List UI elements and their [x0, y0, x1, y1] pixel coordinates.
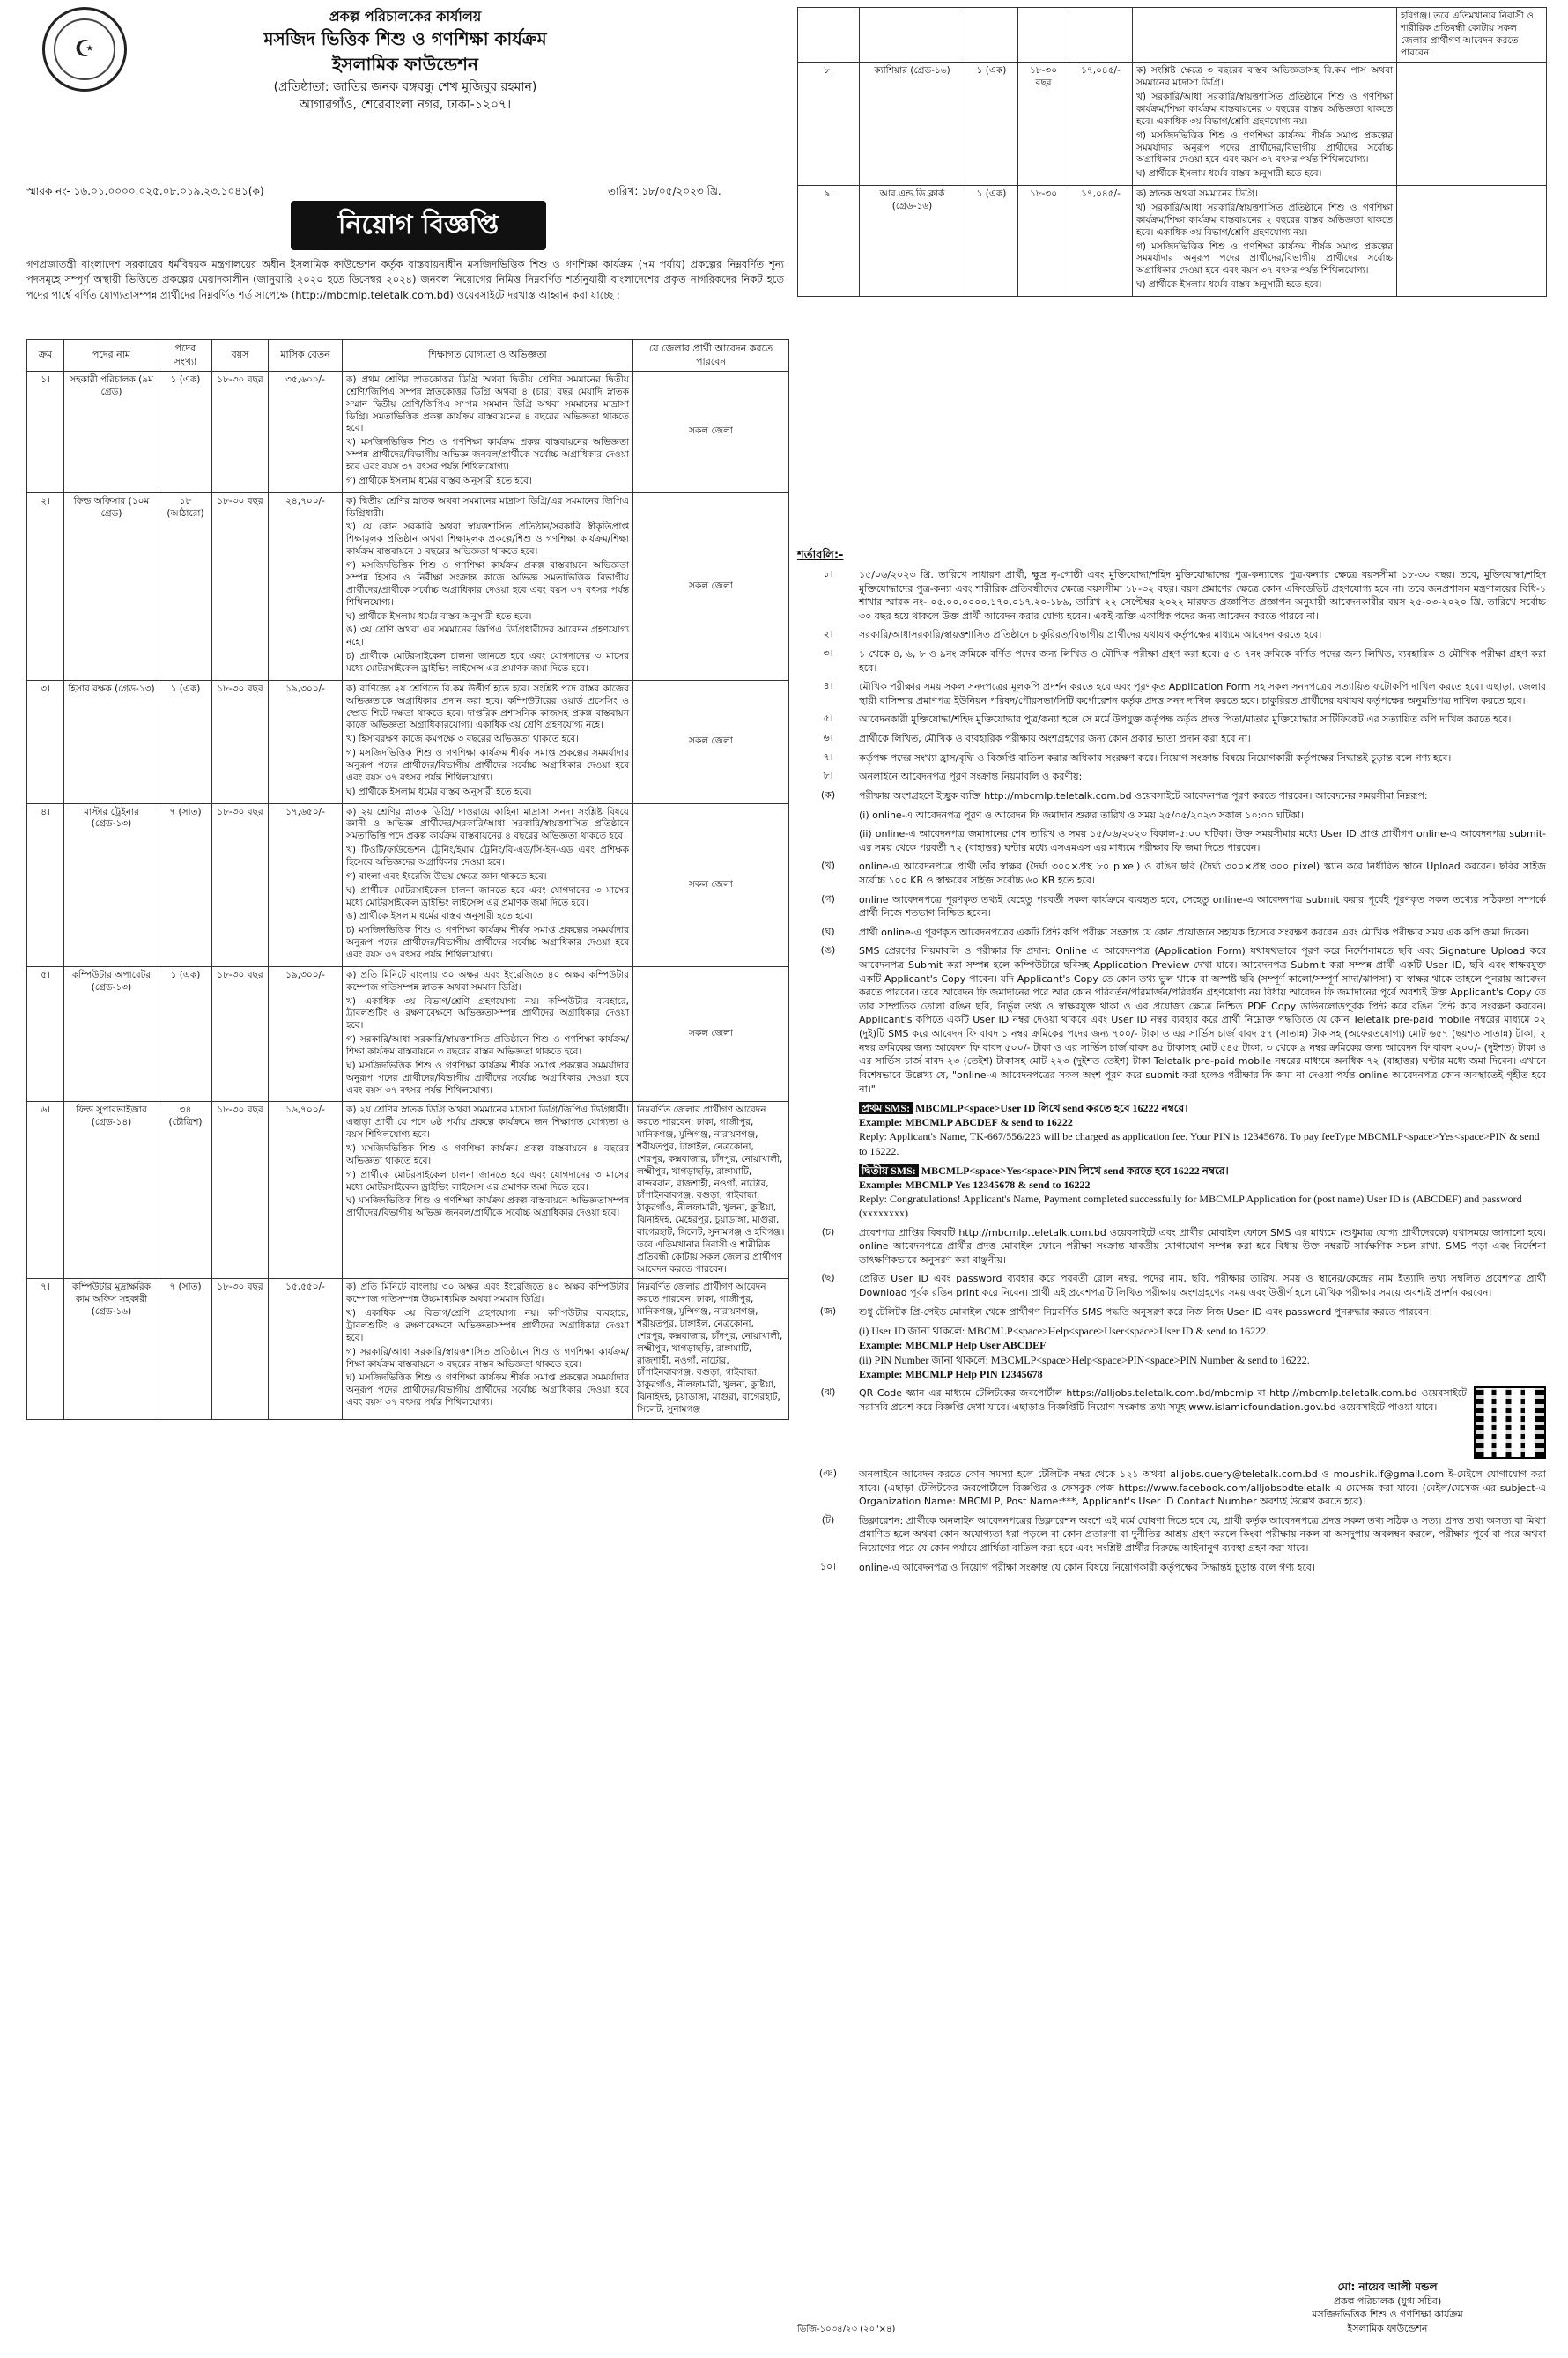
qualification-item: গ) বাংলা এবং ইংরেজি উভয় ক্ষেত্রে জ্ঞান থাকতে হবে। [346, 870, 547, 882]
qualification-item: ঘ) মসজিদভিত্তিক শিশু ও গণশিক্ষা কার্যক্রম শীর্ষক সমাপ্ত প্রকল্পের সমমর্যাদার অনুরূপ পদের প্রার্থীদের/বিভাগীয় প্রার্থীদের সর্বোচ্চ অগ্রাধিকার দেওয়া হবে এবং বয়স ৩৭ বৎসর পর্যন্ত শিথিলযোগ্য। [346, 1372, 629, 1408]
condition-text: ১ থেকে ৪, ৬, ৮ ও ৯নং ক্রমিকে বর্ণিত পদের জন্য লিখিত ও মৌখিক পরীক্ষা গ্রহণ করা হবে। ৫ ও ৭নং ক্রমিকে বর্ণিত পদের জন্য লিখিত, ব্যবহারিক ও মৌখিক পরীক্ষা গ্রহণ করা হবে। [859, 648, 1546, 674]
post-salary: ১৯,৩০০/- [269, 680, 343, 803]
qualification-item: ক) ২য় শ্রেণির স্নাতক ডিগ্রি অথবা সমমানের মাদ্রাসা ডিগ্রি/জিপিএ ডিগ্রিধারী। এছাড়া প্রার্থী যে পদে ৬ষ্ঠ পর্যায় প্রকল্পে কার্যক্রমে জন শিক্ষাগত যোগ্যতা ও বয়স শিথিলযোগ্য হবে। [346, 1105, 629, 1141]
condition-body: QR Code স্ক্যান এর মাধ্যমে টেলিটকের জবপোর্টাল https://alljobs.teletalk.com.bd/mbcmlp বা http://mbcmlp.teletalk.com.bd ওয়েবসাইটে সরাসরি প্রবেশ করে বিজ্ঞপ্তি দেখা যাবে। এছাড়াও বিজ্ঞপ্তিটি নিয়োগ সংক্রান্ত তথ্য সমূহ www.islamicfoundation.gov.bd ওয়েবসাইটে পাওয়া যাবে। [859, 1387, 1467, 1413]
qualification-item: ক) বাণিজ্যে ২য় শ্রেণিতে বি.কম উত্তীর্ণ হতে হবে। সংশ্লিষ্ট পদে বাস্তব কাজের অভিজ্ঞতাকে অগ্রাধিকার প্রদান করা হবে। কম্পিউটারের ওয়ার্ড প্রসেসিং ও স্প্রেড শিটে দক্ষতা থাকতে হবে। দাপ্তরিক প্রশাসনিক কাজসহ প্রকল্প বাস্তবায়ন কাজে অভিজ্ঞতা অগ্রাধিকারযোগ্য। একাধিক ৩য় শ্রেণি গ্রহণযোগ্য নহে। [346, 683, 629, 731]
post-age: ১৮-৩০ বছর [212, 492, 269, 680]
condition-item [797, 568, 1546, 623]
condition-text: প্রার্থীকে লিখিত, মৌখিক ও ব্যবহারিক পরীক্ষায় অংশগ্রহণের জন্য কোন প্রকার ভাতা প্রদান করা হবে না। [859, 733, 1251, 745]
qualification-item: ঘ) প্রার্থীকে ইসলাম ধর্মের বাস্তব অনুসারী হতে হবে। [1136, 279, 1322, 291]
condition-number: ৭। [823, 750, 833, 763]
qualification-item: ঘ) মসজিদভিত্তিক শিশু ও গণশিক্ষা কার্যক্রম প্রকল্প বাস্তবায়নে অভিজ্ঞতাসম্পন্ন প্রার্থীদের/বিভাগীয় অভিজ্ঞ জনবল/প্রার্থীকে সর্বোচ্চ অগ্রাধিকার দেওয়া হবে। [346, 1195, 629, 1219]
condition-text: অনলাইনে আবেদনপত্র পূরণ সংক্রান্ত নিয়মাবলি ও করণীয়: [859, 771, 1083, 783]
condition-text: প্রবেশপত্র প্রাপ্তির বিষয়টি http://mbcmlp.teletalk.com.bd ওয়েবসাইটে এবং প্রার্থীর মোবাইল ফোনে SMS এর মাধ্যমে (শুধুমাত্র যোগ্য প্রার্থীদেরকে) যথাসময়ে জানানো হবে। online আবেদনপত্রে প্রার্থীর প্রদত্ত মোবাইল ফোনে পরীক্ষা সংক্রান্ত যাবতীয় যোগাযোগ সম্পন্ন করা হবে বিধায় উক্ত নম্বরটি সার্বক্ষণিক সচল রাখা, SMS পড়া এবং নির্দেশনা তাৎক্ষণিকভাবে অনুসরণ করা বাঞ্ছনীয়। [859, 1226, 1546, 1266]
column-header: পদের নাম [64, 340, 159, 372]
sms-instruction [859, 1164, 1546, 1178]
qualification-item: খ) একাধিক ৩য় বিভাগ/শ্রেণি গ্রহণযোগ্য নয়। কম্পিউটার ব্যবহারে, ট্রাবলশুটিং ও রক্ষণাবেক্ষণে অভিজ্ঞতাসম্পন্ন প্রার্থীদের অগ্রাধিকার দেওয়া হবে। [346, 1308, 629, 1343]
post-salary: ১৬,৭০০/- [269, 1102, 343, 1279]
qualification-item: ক) সংশ্লিষ্ট ক্ষেত্রে ৩ বছরের বাস্তব অভিজ্ঞতাসহ বি.কম পাস অথবা সমমানের মাদ্রাসা ডিগ্রি। [1136, 65, 1393, 89]
condition-text: (i) online-এ আবেদনপত্র পূরণ ও আবেদন ফি জমাদান শুরুর তারিখ ও সময় ২৫/০৫/২০২৩ সকাল ১০:০০ ঘটিকা। [859, 809, 1304, 821]
post-count: ১ (এক) [965, 186, 1018, 297]
post-salary: ২৪,৭০০/- [269, 492, 343, 680]
post-salary: ৩৫,৬০০/- [269, 372, 343, 493]
post-name: ক্যাশিয়ার (গ্রেড-১৬) [860, 63, 965, 186]
table-row [27, 372, 789, 493]
post-district: সকল জেলা [633, 680, 789, 803]
condition-text: শুধু টেলিটক প্রি-পেইড মোবাইল থেকে প্রার্থীগণ নিম্নবর্ণিত SMS পদ্ধতি অনুসরণ করে নিজ নিজ User ID এবং password পুনরুদ্ধার করতে পারবেন। [859, 1305, 1432, 1318]
condition-text: (ii) online-এ আবেদনপত্র জমাদানের শেষ তারিখ ও সময় ১৫/০৬/২০২৩ বিকাল-৫:০০ ঘটিকা। উক্ত সময়সীমার মধ্যে User ID প্রাপ্ত প্রার্থীগণ online-এ আবেদনপত্র submit-এর সময় থেকে পরবর্তী ৭২ (বাহাত্তর) ঘণ্টার মধ্যে এসএমএস এর মাধ্যমে পরীক্ষার ফি জমা দিতে পারবেন। [859, 828, 1546, 854]
condition-text: ১৫/০৬/২০২৩ খ্রি. তারিখে সাধারণ প্রার্থী, ক্ষুদ্র নৃ-গোষ্ঠী এবং মুক্তিযোদ্ধা/শহিদ মুক্তিযোদ্ধাদের পুত্র-কন্যাদের পুত্র-কন্যার ক্ষেত্রে বয়সসীমা ১৮-৩০ বছর। তবে, মুক্তিযোদ্ধা/শহিদ মুক্তিযোদ্ধাদের পুত্র-কন্যা এবং শারীরিক প্রতিবন্ধীদের ক্ষেত্রে বয়সসীমা ১৮-৩২ বছর। বয়স প্রমাণের ক্ষেত্রে কোন এফিডেভিট গ্রহণযোগ্য হবে না। তবে জনপ্রশাসন মন্ত্রণালয়ের বিধি-১ শাখার স্মারক নং- ০৫.০০.০০০০.১৭০.০১৭.২০-১৮৯, তারিখ ২২ সেপ্টেম্বর ২০২২ মারফত প্রজ্ঞাপিত প্রজ্ঞাপন অনুযায়ী আবেদনকারীর বয়স ২৫-০৩-২০২০ খ্রি. তারিখে সর্বোচ্চ ৩০ বছর হয়ে থাকলে উক্ত প্রার্থী আবেদন করার যোগ্য হবেন। একই ব্যক্তি একাধিক পদের জন্য আবেদন করতে পারবে না। [859, 569, 1546, 622]
post-salary: ১৭,০৪৫/- [1069, 63, 1133, 186]
condition-item [797, 713, 1546, 727]
column-header: মাসিক বেতন [269, 340, 343, 372]
post-district: সকল জেলা [633, 492, 789, 680]
recovery-line: (i) User ID জানা থাকলে: MBCMLP<space>Help<space>User<space>User ID & send to 16222. [859, 1325, 1269, 1338]
condition-number: ৪। [823, 680, 833, 692]
qualification-item: গ) মসজিদভিত্তিক শিশু ও গণশিক্ষা কার্যক্রম শীর্ষক সমাপ্ত প্রকল্পের সমমর্যাদার অনুরূপ পদের প্রার্থীদের/বিভাগীয় প্রার্থীদের সর্বোচ্চ অগ্রাধিকার দেওয়া হবে এবং বয়স ৩৭ বৎসর পর্যন্ত শিথিলযোগ্য। [1136, 129, 1393, 166]
qualification-item: গ) মসজিদভিত্তিক শিশু ও গণশিক্ষা কার্যক্রম প্রকল্প বাস্তবায়নে অভিজ্ঞতা সম্পন্ন হিসাব ও নিরীক্ষা সংক্রান্ত কাজে অভিজ্ঞ সমতাভিত্তিক বিভাগীয় প্রার্থীদের/প্রার্থীকে সর্বোচ্চ অগ্রাধিকার দেওয়া হবে এবং বয়স ৩৭ বৎসর পর্যন্ত শিথিলযোগ্য। [346, 560, 629, 608]
condition-item [797, 926, 1546, 940]
post-name: ফিল্ড সুপারভাইজার (গ্রেড-১৪) [64, 1102, 159, 1279]
sms-reply: Reply: Congratulations! Applicant's Name, Payment completed successfully for MBCMLP Application for (post name) User ID is (ABCDEF) and password (xxxxxxxx) [859, 1193, 1522, 1220]
condition-item [797, 680, 1546, 707]
condition-text: সরকারি/আধাসরকারি/স্বায়ত্তশাসিত প্রতিষ্ঠানে চাকুরিরত/বিভাগীয় প্রার্থীদের যথাযথ কর্তৃপক্ষের মাধ্যমে আবেদন করতে হবে। [859, 629, 1322, 641]
condition-item [797, 809, 1546, 823]
post-count: ৩৪ (চৌত্রিশ) [159, 1102, 212, 1279]
post-count: ১৮ (আঠারো) [159, 492, 212, 680]
sms2-block [859, 1164, 1546, 1221]
condition-text [859, 1386, 1546, 1462]
program-name: মসজিদ ভিত্তিক শিশু ও গণশিক্ষা কার্যক্রম [263, 28, 547, 50]
condition-number: (ঞ) [818, 1467, 838, 1480]
condition-text: প্রার্থী online-এ পূরণকৃত আবেদনপত্রের একটি প্রিন্ট কপি পরীক্ষা সংক্রান্ত যে কোন প্রয়োজনে সহায়ক হিসেবে সংরক্ষণ করবেন এবং মৌখিক পরীক্ষার সময় এক কপি জমা দিবেন। [859, 926, 1530, 938]
post-salary: ১৫,৫৫০/- [269, 1279, 343, 1419]
sms-instruction [859, 1101, 1546, 1115]
condition-item [797, 893, 1546, 920]
signature-block [1255, 2280, 1520, 2335]
memo-number: স্মারক নং- ১৬.০১.০০০০.০২৫.০৮.০১৯.২৩.১০৪১(ক) [26, 185, 264, 197]
signatory-program: মসজিদভিত্তিক শিশু ও গণশিক্ষা কার্যক্রম [1312, 2309, 1463, 2321]
post-qualification [1133, 63, 1397, 186]
qualification-item: খ) সরকারি/আধা সরকারি/স্বায়ত্তশাসিত প্রতিষ্ঠানে শিশু ও গণশিক্ষা কার্যক্রম/শিক্ষা কার্যক্রম বাস্তবায়নের ৩ বছরের বাস্তব অভিজ্ঞতা থাকতে হবে। একাধিক ৩য় বিভাগ/শ্রেণি গ্রহণযোগ্য নয়। [1136, 92, 1393, 127]
condition-text: SMS প্রেরণের নিয়মাবলি ও পরীক্ষার ফি প্রদান: Online এ আবেদনপত্র (Application Form) যথাযথভাবে পূরণ করে নির্দেশনামতে ছবি এবং Signature Upload করে আবেদনপত্র Submit করা সম্পন্ন হলে কম্পিউটারে ছবিসহ Application Preview দেখা যাবে। আবেদনপত্র Submit করা সম্পন্ন প্রার্থী একটি User ID, ছবি এবং স্বাক্ষরযুক্ত একটি Applicant's Copy পাবেন। যদি Applicant's Copy তে কোন তথ্য ভুল থাকে বা অস্পষ্ট ছবি (সম্পূর্ণ কালো/সম্পূর্ণ সাদা/ঝাপসা) বা স্বাক্ষর থাকে তাহলে পুনরায় আবেদন করতে পারবেন। তবে আবেদন ফি জমাদানের পরে আর কোন পরিবর্তন/পরিমার্জন/পরিবর্ধন গ্রহণযোগ্য নয় বিধায় আবেদন ফি জমাদানের পূর্বে অবশ্যই উক্ত Applicant's Copy তে তার সাম্প্রতিক তোলা রঙিন ছবি, নির্ভুল তথ্য ও স্বাক্ষরযুক্ত থাকা ও এর প্রযোজ্য ক্ষেত্রে নিশ্চিত PDF Copy ডাউনলোডপূর্বক প্রিন্ট করে রঙিন প্রিন্ট করে সংরক্ষণ করবেন। Applicant's কপিতে একটি User ID নম্বর দেওয়া থাকবে এবং User ID নম্বর ব্যবহার করে প্রার্থী নিম্নোক্ত পদ্ধতিতে যে কোন Teletalk pre-paid mobile নম্বরের মাধ্যমে ০২ (দুই)টি SMS করে আবেদন ফি বাবদ ১ নম্বর ক্রমিকের পদের জন্য ৭০০/- টাকা ও এর সার্ভিস চার্জ বাবদ ৫৭ (সাতান্ন) টাকাসহ (অফেরতযোগ্য) মোট ৬৫৭ (ছয়শত সাতান্ন) টাকা, ২ নম্বর ক্রমিকের জন্য আবেদন ফি বাবদ ৫০০/- টাকা ও এর সার্ভিস চার্জ বাবদ ৪৫ টাকাসহ মোট ৫৪৫ টাকা, ৩ থেকে ৯ নম্বর ক্রমিকের জন্য আবেদন ফি বাবদ ২০০/- (দুইশত) টাকা ও এর সার্ভিস চার্জ বাবদ ২৩ (তেইশ) টাকাসহ মোট ২২৩ (দুইশত তেইশ) টাকা Teletalk pre-paid mobile নম্বরের মাধ্যমে অনধিক ৭২ (বাহাত্তর) ঘণ্টার মধ্যে জমা দিবেন। এখানে বিশেষভাবে উল্লেখ্য যে, "online-এ আবেদনপত্রের সকল অংশ পূরণ করে submit করা হলেও পরীক্ষার ফি জমা না দেওয়া পর্যন্ত online আবেদনপত্র কোন অবস্থাতেই গৃহীত হবে না।" [859, 945, 1546, 1095]
post-district [1397, 63, 1547, 186]
condition-number: ৮। [823, 770, 833, 782]
post-count: ১ (এক) [159, 680, 212, 803]
sms-example: Example: MBCMLP Yes 12345678 & send to 16222 [859, 1179, 1091, 1192]
post-qualification [343, 966, 633, 1102]
qualification-item: ঙ) প্রার্থীকে ইসলাম ধর্মের বাস্তব অনুসারী হতে হবে। [346, 911, 533, 922]
post-salary: ১৭,৬৫০/- [269, 803, 343, 966]
column-header: পদের সংখ্যা [159, 340, 212, 372]
condition-body: ডিক্লারেশন: প্রার্থীকে অনলাইন আবেদনপত্রের ডিক্লারেশন অংশে এই মর্মে ঘোষণা দিতে হবে যে, প্রার্থী কর্তৃক আবেদনপত্রে প্রদত্ত সকল তথ্য সঠিক ও সত্য। প্রদত্ত তথ্য অসত্য বা মিথ্যা প্রমাণিত হলে অথবা কোন অযোগ্যতা ধরা পড়লে বা কোন প্রতারণা বা দুর্নীতির আশ্রয় গ্রহণ করলে কিংবা পরীক্ষায় নকল বা অসদুপায় অবলম্বন করলে, পরীক্ষার পূর্বে বা পরে অথবা নিয়োগের পরে যে কোন পর্যায়ে প্রার্থিতা বাতিল করা হবে এবং সংশ্লিষ্ট প্রার্থীর বিরুদ্ধে আইনানুগ ব্যবস্থা গ্রহণ করা যাবে। [859, 1514, 1546, 1555]
post-serial: ৭। [27, 1279, 64, 1419]
condition-text: প্রেরিত User ID এবং password ব্যবহার করে পরবর্তী রোল নম্বর, পদের নাম, ছবি, পরীক্ষার তারিখ, সময় ও স্থানের/কেন্দ্রের নাম ইত্যাদি তথ্য সম্বলিত প্রবেশপত্র প্রার্থী Download পূর্বক রঙিন print করে নিবেন। প্রার্থী এই প্রবেশপত্রটি লিখিত পরীক্ষায় অংশগ্রহণের সময় এবং উত্তীর্ণ হলে মৌখিক পরীক্ষার সময়ে অবশ্যই প্রদর্শন করবেন। [859, 1273, 1546, 1299]
empty-cell [798, 8, 860, 63]
condition-number: (গ) [821, 892, 835, 905]
qualification-item: ঘ) মসজিদভিত্তিক শিশু ও গণশিক্ষা কার্যক্রম শীর্ষক সমাপ্ত প্রকল্পের সমমর্যাদার অনুরূপ পদের প্রার্থীদের/বিভাগীয় প্রার্থীদের সর্বোচ্চ অগ্রাধিকার দেওয়া হবে এবং বয়স ৩৭ বৎসর পর্যন্ত শিথিলযোগ্য। [346, 1060, 629, 1096]
condition-body: অনলাইনে আবেদন করতে কোন সমস্যা হলে টেলিটক নম্বর থেকে ১২১ অথবা alljobs.query@teletalk.com.bd ও moushik.if@gmail.com ই-মেইলে যোগাযোগ করা যাবে। (এছাড়া টেলিটকের জবপোর্টালে বিজ্ঞপ্তির ও ফেসবুক পেজ https://www.facebook.com/alljobsbdteletalk এ মেসেজ করা যাবে। (মেইল/মেসেজ এর subject-এ Organization Name: MBCMLP, Post Name:***, Applicant's User ID Contact Number অবশ্যই উল্লেখ করতে হবে)। [859, 1468, 1546, 1508]
condition-text: online আবেদনপত্রে পূরণকৃত তথ্যই যেহেতু পরবর্তী সকল কার্যক্রমে ব্যবহৃত হবে, সেহেতু online-এ আবেদনপত্র submit করার পূর্বেই পূরণকৃত সকল তথ্যের সঠিকতা সম্পর্কে প্রার্থী নিজে শতভাগ নিশ্চিত হবেন। [859, 893, 1546, 920]
condition-item [797, 944, 1546, 1096]
post-serial: ৮। [798, 63, 860, 186]
post-qualification [343, 680, 633, 803]
qualification-item: চ) মসজিদভিত্তিক শিশু ও গণশিক্ষা কার্যক্রম শীর্ষক সমাপ্ত প্রকল্পের সমমর্যাদার অনুরূপ পদের প্রার্থীদের/বিভাগীয় প্রার্থীদের সর্বোচ্চ অগ্রাধিকার দেওয়া হবে এবং বয়স ৩৭ বৎসর পর্যন্ত শিথিলযোগ্য। [346, 925, 629, 960]
condition-number: (ক) [820, 788, 836, 801]
organization-name: ইসলামিক ফাউন্ডেশন [332, 53, 478, 75]
qualification-item: খ) হিসাবরক্ষণ কাজে কমপক্ষে ৩ বছরের অভিজ্ঞতা থাকতে হবে। [346, 734, 580, 745]
condition-item [797, 860, 1546, 887]
condition-item [797, 789, 1546, 803]
condition-item [797, 827, 1546, 854]
post-serial: ৫। [27, 966, 64, 1102]
post-salary: ১৭,০৪৫/- [1069, 186, 1133, 297]
column-header: শিক্ষাগত যোগ্যতা ও অভিজ্ঞতা [343, 340, 633, 372]
sms-example: Example: MBCMLP ABCDEF & send to 16222 [859, 1116, 1073, 1129]
qualification-item: গ) সরকারি/আধা সরকারি/স্বায়ত্তশাসিত প্রতিষ্ঠানে শিশু ও গণশিক্ষা কার্যক্রম/শিক্ষা কার্যক্রম বাস্তবায়নে ৩ বছরের বাস্তব অভিজ্ঞতা থাকতে হবে। [346, 1346, 629, 1370]
condition-number [797, 809, 859, 823]
signatory-organization: ইসলামিক ফাউন্ডেশন [1347, 2322, 1428, 2334]
condition-item [797, 1226, 1546, 1268]
condition-item [797, 1561, 1546, 1575]
qualification-item: ক) ২য় শ্রেণির স্নাতক ডিগ্রি/ দাওরায়ে কাহিনা মাদ্রাসা সনদ। সংশ্লিষ্ট বিষয়ে জ্ঞানী ও অভিজ্ঞ প্রার্থীদের/সরকারি/আধা সরকারি/স্বায়ত্তশাসিত প্রতিষ্ঠানে সমতাভিত্তি পদে প্রকল্প কার্যক্রম বাস্তবায়নের ৪ বছরের অভিজ্ঞতা থাকতে হবে। [346, 806, 629, 842]
post-age: ১৮-৩০ বছর [212, 1102, 269, 1279]
post-qualification [343, 1279, 633, 1419]
condition-item [797, 1272, 1546, 1299]
qualification-item: খ) মসজিদভিত্তিক শিশু ও গণশিক্ষা কার্যক্রম প্রকল্প বাস্তবায়নের অভিজ্ঞতা সম্পন্ন প্রার্থীদের/বিভাগীয় অভিজ্ঞ জনবল/প্রার্থীকে সর্বোচ্চ অগ্রাধিকার দেওয়া হবে এবং বয়স ৩৭ বৎসর পর্যন্ত শিথিলযোগ্য। [346, 437, 629, 473]
qr-code-icon [1474, 1386, 1546, 1459]
address-line: আগারগাঁও, শেরেবাংলা নগর, ঢাকা-১২০৭। [299, 98, 512, 113]
sms-label: প্রথম SMS: [859, 1102, 913, 1114]
qualification-item: খ) সরকারি/আধা সরকারি/স্বায়ত্তশাসিত প্রতিষ্ঠানে শিশু ও গণশিক্ষা কার্যক্রম/শিক্ষা কার্যক্রম বাস্তবায়নের ২ বছরের বাস্তব অভিজ্ঞতা থাকতে হবে। একাধিক ৩য় বিভাগ/শ্রেণি গ্রহণযোগ্য নয়। [1136, 203, 1393, 238]
condition-text: online-এ আবেদনপত্রে প্রার্থী তাঁর স্বাক্ষর (দৈর্ঘ্য ৩০০×প্রস্থ ৮০ pixel) ও রঙিন ছবি (দৈর্ঘ্য ৩০০×প্রস্থ ৩০০ pixel) স্ক্যান করে নির্ধারিত স্থানে Upload করবেন। ছবির সাইজ সর্বোচ্চ ১০০ KB ও স্বাক্ষরের সাইজ সর্বোচ্চ ৬০ KB হতে হবে। [859, 861, 1546, 886]
post-name: কম্পিউটার মুদ্রাক্ষরিক কাম অফিস সহকারী (গ্রেড-১৬) [64, 1279, 159, 1419]
post-qualification [343, 492, 633, 680]
qualification-item: খ) মসজিদভিত্তিক শিশু ও গণশিক্ষা কার্যক্রম প্রকল্প বাস্তবায়নে ৪ বছরের অভিজ্ঞতা থাকতে হবে। [346, 1143, 629, 1166]
circular-date: তারিখ: ১৮/০৫/২০২৩ খ্রি. [608, 185, 721, 197]
qualification-item: খ) টিওটি/ফাউন্ডেশন ট্রেনিং/ইমাম ট্রেনিং/বি-এড/সি-ইন-এড এবং প্রশিক্ষক হিসেবে অভিজ্ঞদের অগ্রাধিকার দেওয়া হবে। [346, 845, 629, 868]
qualification-item: ঘ) প্রার্থীকে ইসলাম ধর্মের বাস্তব অনুসারী হতে হবে। [346, 786, 532, 797]
condition-number: (ঘ) [821, 925, 835, 937]
islamic-foundation-logo-icon: ☪ [42, 7, 127, 92]
condition-number: ৩। [823, 647, 833, 660]
condition-number: ৬। [823, 732, 833, 744]
post-district: হবিগঞ্জ। তবে এতিমখানার নিবাসী ও শারীরিক প্রতিবন্ধী কোটায় সকল জেলার প্রার্থীগণ আবেদন করতে পারবেন। [1397, 8, 1547, 63]
post-qualification [343, 1102, 633, 1279]
condition-item [797, 1514, 1546, 1556]
post-district: নিম্নবর্ণিত জেলার প্রার্থীগণ আবেদন করতে পারবেন: ঢাকা, গাজীপুর, মানিকগঞ্জ, মুন্সিগঞ্জ, নারায়ণগঞ্জ, শরীয়তপুর, টাঙ্গাইল, নেত্রকোনা, শেরপুর, কক্সবাজার, চাঁদপুর, নোয়াখালী, লক্ষ্মীপুর, খাগড়াছড়ি, রাঙ্গামাটি, বান্দরবান, রাজশাহী, নওগাঁ, নাটোর, চাঁপাইনবাবগঞ্জ, বগুড়া, গাইবান্ধা, ঠাকুরগাঁও, নীলফামারী, খুলনা, কুষ্টিয়া, ঝিনাইদহ, মেহেরপুর, চুয়াডাঙ্গা, মাগুরা, বাগেরহাট, সিলেট, সুনামগঞ্জ ও হবিগঞ্জ। তবে এতিমখানার নিবাসী ও শারীরিক প্রতিবন্ধী কোটায় সকল জেলার প্রার্থীগণ আবেদন করতে পারবেন। [633, 1102, 789, 1279]
table-row [798, 63, 1547, 186]
column-header: যে জেলার প্রার্থী আবেদন করতে পারবেন [633, 340, 789, 372]
founder-line: (প্রতিষ্ঠাতা: জাতির জনক বঙ্গবন্ধু শেখ মুজিবুর রহমান) [273, 79, 537, 94]
condition-text [859, 1561, 1546, 1575]
post-qualification [343, 803, 633, 966]
page-title: নিয়োগ বিজ্ঞপ্তি [291, 201, 546, 250]
qualification-item: চ) প্রার্থীকে মোটরসাইকেল চালনা জানতে হবে এবং যোগদানের ৩ মাসের মধ্যে মোটরসাইকেল ড্রাইভিং লাইসেন্স এর প্রমাণক জমা দিতে হবে। [346, 651, 629, 674]
post-name: ফিল্ড অফিসার (১০ম গ্রেড) [64, 492, 159, 680]
qualification-item: ঙ) ৩য় শ্রেণি অথবা এর সমমানের জিপিএ ডিগ্রিধারীদের আবেদন গ্রহণযোগ্য নহে। [346, 625, 629, 648]
post-name: কম্পিউটার অপারেটর (গ্রেড-১৩) [64, 966, 159, 1102]
post-qualification [343, 372, 633, 493]
condition-number: (ছ) [821, 1272, 835, 1284]
post-count: ৭ (সাত) [159, 1279, 212, 1419]
condition-item [797, 647, 1546, 675]
dg-code: ডিজি-১০৩৪/২৩ (২০"×৪) [797, 2325, 896, 2334]
office-header [132, 7, 678, 114]
post-age: ১৮-৩০ বছর [212, 680, 269, 803]
qualification-item: গ) মসজিদভিত্তিক শিশু ও গণশিক্ষা কার্যক্রম শীর্ষক সমাপ্ত প্রকল্পের সমমর্যাদার অনুরূপ পদের প্রার্থীদের/বিভাগীয় প্রার্থীদের সর্বোচ্চ অগ্রাধিকার দেওয়া হবে এবং বয়স ৩৭ বৎসর পর্যন্ত শিথিলযোগ্য। [346, 748, 629, 783]
recovery-line: Example: MBCMLP Help PIN 12345678 [859, 1367, 1043, 1380]
post-name: হিসাব রক্ষক (গ্রেড-১৩) [64, 680, 159, 803]
qualification-item: ক) দ্বিতীয় শ্রেণির স্নাতক অথবা সমমানের মাদ্রাসা ডিগ্রি/এর সমমানের জিপিএ ডিগ্রিধারী। [346, 495, 629, 519]
empty-cell [860, 8, 965, 63]
post-count: ১ (এক) [965, 63, 1018, 186]
condition-number: (জ) [819, 1305, 837, 1317]
table-header-row [27, 340, 789, 372]
condition-item [797, 770, 1546, 784]
table-row [27, 680, 789, 803]
post-name: মাস্টার ট্রেইনার (গ্রেড-১৩) [64, 803, 159, 966]
condition-number: (ঝ) [820, 1386, 836, 1399]
recovery-block [859, 1324, 1546, 1381]
post-count: ১ (এক) [159, 966, 212, 1102]
post-district: সকল জেলা [633, 966, 789, 1102]
qualification-item: ক) প্রথম শ্রেণির স্নাতকোত্তর ডিগ্রি অথবা দ্বিতীয় শ্রেণির সমমানের দ্বিতীয় শ্রেণি/জিপিএ সম্পন্ন স্নাতকোত্তর ডিগ্রি অথবা ৪ (চার) বছর মেয়াদি স্নাতক সম্মান দ্বিতীয় শ্রেণি/জিপিএ সম্পন্ন সমমান ডিগ্রি অথবা সমমানের মাদ্রাসা ডিগ্রি। সমতাভিত্তিক প্রকল্প কার্যক্রম বাস্তবায়নের ৪ বছরের অভিজ্ঞতা থাকতে হবে। [346, 374, 629, 434]
conditions-section [797, 568, 1546, 2264]
condition-text [859, 1514, 1546, 1556]
signatory-name: মো: নায়েব আলী মন্ডল [1337, 2280, 1438, 2293]
qualification-item: ঘ) প্রার্থীকে ইসলাম ধর্মের বাস্তব অনুসারী হতে হবে। [1136, 168, 1322, 180]
post-name: সহকারী পরিচালক (৯ম গ্রেড) [64, 372, 159, 493]
post-age: ১৮-৩০ বছর [1018, 63, 1069, 186]
column-header: ক্রম [27, 340, 64, 372]
empty-cell [965, 8, 1018, 63]
table-row [798, 8, 1547, 63]
condition-number: (খ) [821, 860, 835, 872]
empty-cell [1018, 8, 1069, 63]
qualification-item: ক) প্রতি মিনিটে বাংলায় ৩০ অক্ষর এবং ইংরেজিতে ৪০ অক্ষর কম্পিউটার কম্পোজ গতিসম্পন্ন উচ্চমাধ্যমিক অথবা সমমান ডিগ্রি। [346, 1282, 629, 1305]
condition-number: (চ) [821, 1225, 835, 1238]
sms-format: MBCMLP<space>User ID লিখে send করতে হবে 16222 নম্বরে। [915, 1102, 1188, 1115]
qualification-item: ঘ) প্রার্থীকে মোটরসাইকেল চালনা জানতে হবে এবং যোগদানের ৩ মাসের মধ্যে মোটরসাইকেল ড্রাইভিং লাইসেন্স এর প্রমাণক জমা দিতে হবে। [346, 884, 629, 908]
posts-table-continued [797, 7, 1547, 297]
table-row [27, 966, 789, 1102]
qualification-item: ক) প্রতি মিনিটে বাংলায় ৩০ অক্ষর এবং ইংরেজিতে ৪০ অক্ষর কম্পিউটার কম্পোজ গতিসম্পন্ন স্নাতক অথবা সমমান ডিগ্রি। [346, 969, 629, 993]
condition-text: আবেদনকারী মুক্তিযোদ্ধা/শহিদ মুক্তিযোদ্ধার পুত্র/কন্যা হলে সে মর্মে উপযুক্ত কর্তৃপক্ষ কর্তৃক প্রদত্ত পিতা/মাতার মুক্তিযোদ্ধার সার্টিফিকেট এর সত্যায়িত কপি দাখিল করতে হবে। [859, 713, 1512, 726]
recovery-line: Example: MBCMLP Help User ABCDEF [859, 1339, 1047, 1352]
condition-number [797, 827, 859, 854]
table-row [798, 186, 1547, 297]
post-count: ৭ (সাত) [159, 803, 212, 966]
post-qualification [1133, 186, 1397, 297]
condition-number: ১। [823, 568, 833, 580]
qualification-item: খ) যে কোন সরকারি অথবা স্বায়ত্তশাসিত প্রতিষ্ঠান/সরকারি স্বীকৃতিপ্রাপ্ত শিক্ষামূলক প্রতিষ্ঠান অথবা শিক্ষামূলক প্রকল্পে/শিশু ও গণশিক্ষা কার্যক্রম/শিক্ষা কার্যক্রম বাস্তবায়নে ৪ বছরের অভিজ্ঞতা থাকতে হবে। [346, 521, 629, 558]
post-serial: ১। [27, 372, 64, 493]
post-serial: ৪। [27, 803, 64, 966]
sms-label: দ্বিতীয় SMS: [859, 1164, 919, 1177]
conditions-heading: শর্তাবলি:- [797, 549, 844, 562]
condition-number: ২। [823, 628, 833, 640]
condition-item [797, 751, 1546, 765]
condition-item [797, 1305, 1546, 1319]
condition-item [797, 1386, 1546, 1462]
post-salary: ১৯,৩০০/- [269, 966, 343, 1102]
qualification-item: খ) একাধিক ৩য় বিভাগ/শ্রেণি গ্রহণযোগ্য নয়। কম্পিউটার ব্যবহারে, ট্রাবলশুটিং ও রক্ষণাবেক্ষণে অভিজ্ঞতাসম্পন্ন প্রার্থীদের অগ্রাধিকার দেওয়া হবে। [346, 995, 629, 1031]
post-age: ১৮-৩০ বছর [212, 803, 269, 966]
condition-body: online-এ আবেদনপত্র ও নিয়োগ পরীক্ষা সংক্রান্ত যে কোন বিষয়ে নিয়োগকারী কর্তৃপক্ষের সিদ্ধান্তই চূড়ান্ত বলে গণ্য হবে। [859, 1561, 1315, 1573]
post-serial: ৯। [798, 186, 860, 297]
condition-number: ১০। [819, 1560, 837, 1572]
office-line: প্রকল্প পরিচালকের কার্যালয় [329, 8, 482, 25]
intro-paragraph: গণপ্রজাতন্ত্রী বাংলাদেশ সরকারের ধর্মবিষয়ক মন্ত্রণালয়ের অধীন ইসলামিক ফাউন্ডেশন কর্তৃক বাস্তবায়নাধীন মসজিদভিত্তিক শিশু ও গণশিক্ষা কার্যক্রম (৭ম পর্যায়) প্রকল্পের নিম্নবর্ণিত শূন্য পদসমূহে সম্পূর্ণ অস্থায়ী ভিত্তিতে প্রকল্পের মেয়াদকালীন (জানুয়ারি ২০২০ হতে ডিসেম্বর ২০২৪) জনবল নিয়োগের নিমিত্ত নিম্নবর্ণিত শর্তানুযায়ী বাংলাদেশের প্রকৃত নাগরিকদের নিকট হতে পদের পার্শ্বে বর্ণিত যোগ্যতাসম্পন্ন প্রার্থীদের নিম্নবর্ণিত শর্ত সাপেক্ষে (http://mbcmlp.teletalk.com.bd) ওয়েবসাইটে দরখাস্ত আহ্বান করা যাচ্ছে : [26, 258, 784, 301]
post-serial: ২। [27, 492, 64, 680]
signatory-designation: প্রকল্প পরিচালক (যুগ্ম সচিব) [1333, 2295, 1442, 2307]
table-row [27, 1102, 789, 1279]
condition-item [797, 732, 1546, 746]
sms-format: MBCMLP<space>Yes<space>PIN লিখে send করতে হবে 16222 নম্বরে। [921, 1164, 1229, 1177]
condition-text: কর্তৃপক্ষ পদের সংখ্যা হ্রাস/বৃদ্ধি ও বিজ্ঞপ্তি বাতিল করার অধিকার সংরক্ষণ করে। নিয়োগ সংক্রান্ত বিষয়ে নিয়োগকারী কর্তৃপক্ষের সিদ্ধান্তই চূড়ান্ত বলে গণ্য হবে। [859, 751, 1452, 764]
post-district [1397, 186, 1547, 297]
table-row [27, 803, 789, 966]
post-district: সকল জেলা [633, 372, 789, 493]
condition-number: ৫। [823, 713, 833, 725]
post-age: ১৮-৩০ [1018, 186, 1069, 297]
condition-item [797, 1467, 1546, 1509]
posts-table [26, 339, 789, 1420]
condition-number: (ঙ) [820, 944, 836, 957]
qualification-item: গ) মসজিদভিত্তিক শিশু ও গণশিক্ষা কার্যক্রম শীর্ষক সমাপ্ত প্রকল্পের সমমর্যাদার অনুরূপ পদের প্রার্থীদের/বিভাগীয় প্রার্থীদের সর্বোচ্চ অগ্রাধিকার দেওয়া হবে এবং বয়স ৩৭ বৎসর পর্যন্ত শিথিলযোগ্য। [1136, 240, 1393, 277]
qualification-item: ক) স্নাতক অথবা সমমানের ডিগ্রি। [1136, 188, 1258, 200]
condition-number: (ট) [821, 1513, 835, 1526]
qualification-item: গ) সরকারি/আধা সরকারি/স্বায়ত্তশাসিত প্রতিষ্ঠানে শিশু ও গণশিক্ষা কার্যক্রম/শিক্ষা কার্যক্রম বাস্তবায়নে ৩ বছরের বাস্তব অভিজ্ঞতা থাকতে হবে। [346, 1034, 629, 1057]
qualification-item: গ) প্রার্থীকে ইসলাম ধর্মের বাস্তব অনুসারী হতে হবে। [346, 475, 532, 486]
post-name: আর.এন্ড.ডি.ক্লার্ক (গ্রেড-১৬) [860, 186, 965, 297]
post-age: ১৮-৩০ বছর [212, 1279, 269, 1419]
sms1-block [859, 1101, 1546, 1158]
post-count: ১ (এক) [159, 372, 212, 493]
table-row [27, 1279, 789, 1419]
empty-cell [1133, 8, 1397, 63]
empty-cell [1069, 8, 1133, 63]
condition-item [797, 628, 1546, 642]
sms-reply: Reply: Applicant's Name, TK-667/556/223 will be charged as application fee. Your PIN is 12345678. To pay feeType MBCMLP<space>Yes<space>PIN & send to 16222. [859, 1130, 1540, 1157]
qualification-item: ঘ) প্রার্থীকে ইসলাম ধর্মের বাস্তব অনুসারী হতে হবে। [346, 610, 532, 622]
recovery-line: (ii) PIN Number জানা থাকলে: MBCMLP<space>Help<space>PIN<space>PIN Number & send to 16222. [859, 1353, 1310, 1366]
condition-text: পরীক্ষায় অংশগ্রহণে ইচ্ছুক ব্যক্তি http://mbcmlp.teletalk.com.bd ওয়েবসাইটে আবেদনপত্র পূরণ করতে পারবেন। আবেদনের সময়সীমা নিম্নরূপ: [859, 789, 1428, 802]
post-serial: ৬। [27, 1102, 64, 1279]
table-row [27, 492, 789, 680]
qualification-item: গ) প্রার্থীকে মোটরসাইকেল চালনা জানতে হবে এবং যোগদানের ৩ মাসের মধ্যে মোটরসাইকেল ড্রাইভিং লাইসেন্স এর প্রমাণক জমা দিতে হবে। [346, 1169, 629, 1193]
post-age: ১৮-৩০ বছর [212, 372, 269, 493]
condition-text: মৌখিক পরীক্ষার সময় সকল সনদপত্রের মূলকপি প্রদর্শন করতে হবে এবং পূরণকৃত Application Form সহ সকল সনদপত্রের সত্যায়িত ফটোকপি দাখিল করতে হবে। এছাড়া, জেলার স্থায়ী বাসিন্দার প্রমাণপত্র ইউনিয়ন পরিষদ/পৌরসভা/সিটি কর্পোরেশন কর্তৃক প্রদত্ত সনদ দাখিল করতে হবে। চাকুরিরত প্রার্থীদের যথাযথ কর্তৃপক্ষের অনুমতিপত্র দাখিল করতে হবে। [859, 681, 1546, 706]
post-district: সকল জেলা [633, 803, 789, 966]
post-age: ১৮-৩০ বছর [212, 966, 269, 1102]
post-serial: ৩। [27, 680, 64, 803]
condition-text [859, 1467, 1546, 1509]
column-header: বয়স [212, 340, 269, 372]
post-district: নিম্নবর্ণিত জেলার প্রার্থীগণ আবেদন করতে পারবেন: ঢাকা, গাজীপুর, মানিকগঞ্জ, মুন্সিগঞ্জ, নারায়ণগঞ্জ, শরীয়তপুর, টাঙ্গাইল, নেত্রকোনা, শেরপুর, কক্সবাজার, চাঁদপুর, নোয়াখালী, লক্ষ্মীপুর, খাগড়াছড়ি, রাঙ্গামাটি, রাজশাহী, নওগাঁ, নাটোর, চাঁপাইনবাবগঞ্জ, বগুড়া, গাইবান্ধা, ঠাকুরগাঁও, নীলফামারী, খুলনা, কুষ্টিয়া, ঝিনাইদহ, চুয়াডাঙ্গা, মাগুরা, বাগেরহাট, সিলেট, সুনামগঞ্জ [633, 1279, 789, 1419]
